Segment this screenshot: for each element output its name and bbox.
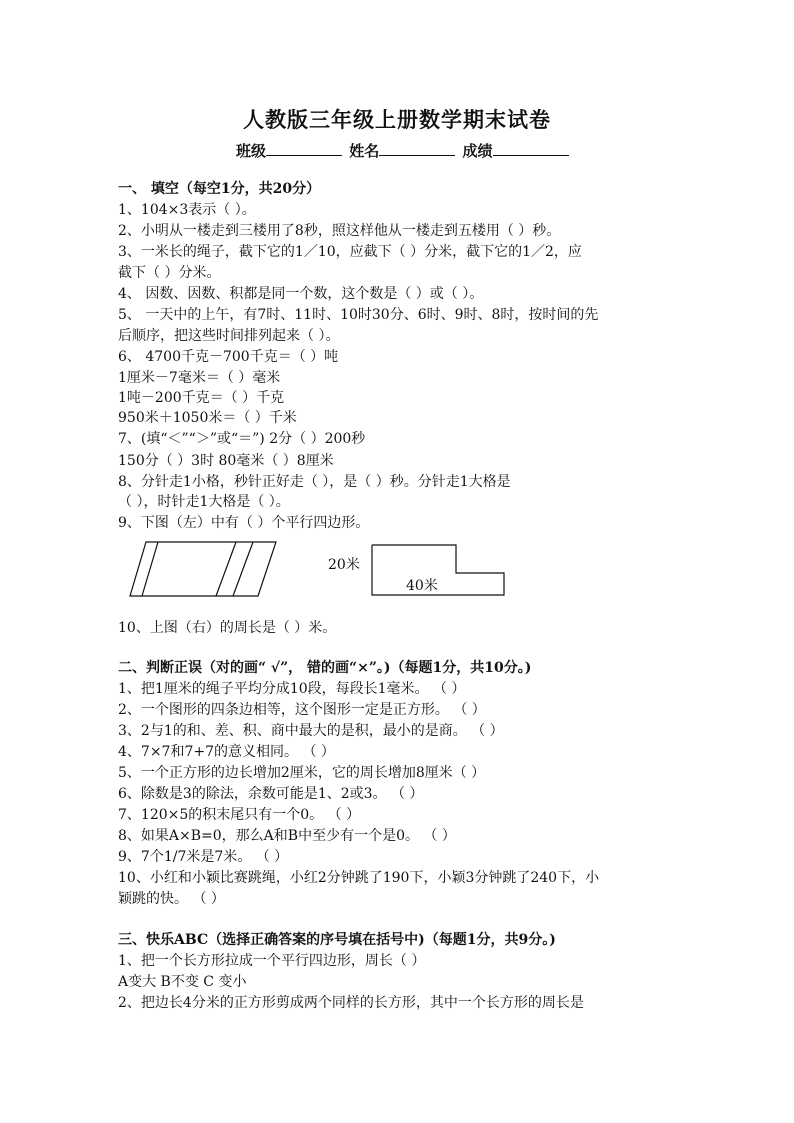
s1-line-10: 10、上图（右）的周长是（ ）米。 bbox=[118, 620, 337, 636]
s2-line: 9、7个1/7米是7米。 （ ） bbox=[118, 849, 289, 865]
class-blank[interactable] bbox=[266, 141, 342, 156]
score-label: 成绩 bbox=[462, 142, 493, 160]
s1-line: 1、104×3表示（ ）。 bbox=[118, 202, 256, 218]
s1-line: 8、分针走1小格，秒针正好走（ ），是（ ）秒。分针走1大格是 bbox=[118, 474, 511, 490]
label-20m: 20米 bbox=[328, 557, 360, 573]
score-blank[interactable] bbox=[493, 141, 569, 156]
class-label: 班级 bbox=[236, 142, 267, 160]
s1-line: 截下（ ）分米。 bbox=[118, 265, 221, 281]
s1-line: （ ），时针走1大格是（ ）。 bbox=[118, 494, 290, 510]
section1-heading: 一、 填空（每空1分，共20分） bbox=[118, 181, 321, 197]
section2-heading: 二、判断正误（对的画“ √”， 错的画“×”。)（每题1分，共10分。) bbox=[118, 660, 532, 676]
s1-line: 2、小明从一楼走到三楼用了8秒，照这样他从一楼走到五楼用（ ）秒。 bbox=[118, 223, 561, 239]
s2-line: 8、如果A×B=0，那么A和B中至少有一个是0。 （ ） bbox=[118, 828, 456, 844]
s1-line: 7、(填“＜”“＞”或“＝”) 2分（ ）200秒 bbox=[118, 431, 366, 447]
s2-line: 1、把1厘米的绳子平均分成10段，每段长1毫米。 （ ） bbox=[118, 681, 466, 697]
s1-line: 150分（ ）3时 80毫米（ ）8厘米 bbox=[118, 453, 334, 469]
s2-line: 6、除数是3的除法，余数可能是1、2或3。 （ ） bbox=[118, 786, 424, 802]
s1-line: 1厘米－7毫米＝（ ）毫米 bbox=[118, 370, 281, 386]
s3-line: A变大 B不变 C 变小 bbox=[118, 974, 247, 990]
s1-line: 5、 一天中的上午，有7时、11时、10时30分、6时、9时、8时，按时间的先 bbox=[118, 307, 599, 323]
s2-line: 7、120×5的积末尾只有一个0。 （ ） bbox=[118, 807, 361, 823]
s2-line: 4、7×7和7+7的意义相同。 （ ） bbox=[118, 744, 335, 760]
parallelogram-figure bbox=[128, 540, 278, 598]
s3-line: 1、把一个长方形拉成一个平行四边形，周长（ ） bbox=[118, 953, 426, 969]
name-blank[interactable] bbox=[379, 141, 455, 156]
s3-line: 2、把边长4分米的正方形剪成两个同样的长方形，其中一个长方形的周长是 bbox=[118, 995, 584, 1011]
l-shape-figure bbox=[370, 543, 506, 597]
s2-line: 2、一个图形的四条边相等，这个图形一定是正方形。 （ ） bbox=[118, 702, 486, 718]
s1-line: 6、 4700千克－700千克＝（ ）吨 bbox=[118, 349, 339, 365]
s1-line: 950米＋1050米＝（ ）千米 bbox=[118, 410, 297, 426]
s1-line: 4、 因数、因数、积都是同一个数，这个数是（ ）或（ ）。 bbox=[118, 286, 484, 302]
s2-line: 10、小红和小颖比赛跳绳，小红2分钟跳了190下，小颖3分钟跳了240下，小 bbox=[118, 870, 600, 886]
label-40m: 40米 bbox=[406, 578, 438, 594]
s1-line: 后顺序，把这些时间排列起来（ ）。 bbox=[118, 328, 340, 344]
name-label: 姓名 bbox=[349, 142, 380, 160]
s1-line: 3、一米长的绳子，截下它的1／10，应截下（ ）分米，截下它的1／2，应 bbox=[118, 244, 582, 260]
s1-line: 9、下图（左）中有（ ）个平行四边形。 bbox=[118, 515, 370, 531]
page-title: 人教版三年级上册数学期末试卷 bbox=[243, 107, 551, 132]
s2-line: 颖跳的快。 （ ） bbox=[118, 891, 225, 907]
section3-heading: 三、快乐ABC（选择正确答案的序号填在括号中)（每题1分，共9分。) bbox=[118, 932, 556, 948]
student-info-line bbox=[236, 140, 571, 161]
s2-line: 5、一个正方形的边长增加2厘米，它的周长增加8厘米（ ） bbox=[118, 765, 486, 781]
s1-line: 1吨－200千克＝（ ）千克 bbox=[118, 390, 285, 406]
s2-line: 3、2与1的和、差、积、商中最大的是积，最小的是商。 （ ） bbox=[118, 723, 504, 739]
